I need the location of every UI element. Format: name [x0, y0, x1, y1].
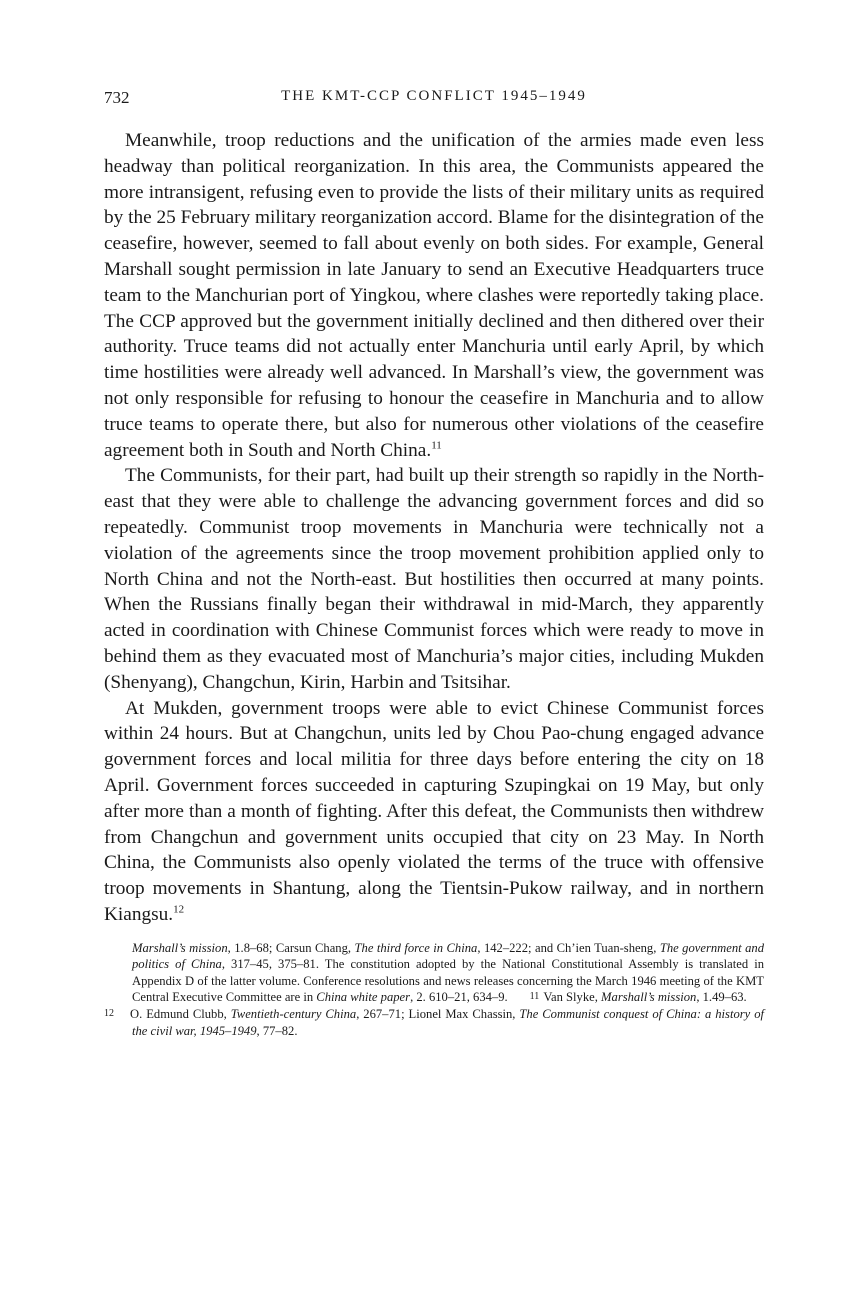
footnote-text: , 142–222; and Ch’ien Tuan-sheng,	[477, 940, 660, 955]
paragraph	[104, 463, 764, 695]
footnote-title: The Communist conquest of China: a history of the civil war, 1945–1949	[132, 1007, 764, 1038]
body-text	[104, 128, 764, 928]
paragraph-text: Meanwhile, troop reductions and the unification of the armies made even less headway than political reorganization. In this area, the Communists appeared the more intransigent, refusing even to provide the lists of their military units as required by the 25 February military reorganization accord. Blame for the disintegration of the ceasefire, however, seemed to fall about evenly on both sides. For example, General Marshall sought permission in late January to send an Executive Headquarters truce team to the Manchurian port of Yingkou, where clashes were reportedly taking place. The CCP approved but the government initially declined and then dithered over their authority. Truce teams did not actually enter Manchuria until early April, by which time hostilities were already well advanced. In Marshall’s view, the government was not only responsible for refusing to honour the ceasefire in Manchuria and to allow truce teams to operate there, but also for numerous other violations of the ceasefire agreement both in South and North China.	[104, 130, 764, 461]
running-title: THE KMT-CCP CONFLICT 1945–1949	[281, 88, 587, 104]
footnote-text: , 77–82.	[256, 1023, 298, 1038]
footnote-title: Marshall’s mission	[132, 940, 228, 955]
book-page	[104, 88, 764, 1039]
footnote-title: Marshall’s mission	[601, 990, 697, 1005]
footnote-title: The third force in China	[354, 940, 478, 955]
footnote	[104, 1006, 764, 1039]
footnote-text: , 267–71; Lionel Max Chassin,	[356, 1007, 520, 1022]
note-reference: 12	[173, 903, 185, 916]
footnote-title: China white paper	[316, 990, 411, 1005]
footnote-text: , 317–45, 375–81. The constitution adopted by the National Constitutional Assembly is translated in Appendix D of the latter volume. Conference resolutions and news releases concerning the March 1946 meeting of the KMT Central Executive Committee are in	[132, 957, 764, 1005]
note-reference: 11	[431, 439, 442, 452]
footnote-text: Van Slyke,	[543, 990, 602, 1005]
footnote-text: , 1.8–68; Carsun Chang,	[227, 940, 355, 955]
page-number: 732	[104, 88, 130, 107]
footnote-title: The government and politics of China	[132, 940, 764, 972]
footnote-text: O. Edmund Clubb,	[130, 1007, 231, 1022]
footnote-title: Twentieth-century China	[230, 1007, 357, 1022]
footnote-text: , 1.49–63.	[696, 990, 747, 1005]
footnote-number: 12	[104, 1008, 114, 1020]
paragraph	[104, 696, 764, 928]
footnote	[132, 940, 764, 1006]
footnote-number: 11	[529, 991, 540, 1003]
paragraph-text: At Mukden, government troops were able to evict Chinese Communist forces within 24 hours. But at Changchun, units led by Chou Pao-chung engaged advance government forces and local militia for three days before entering the city on 18 April. Government forces succeeded in capturing Szupingkai on 19 May, but only after more than a month of fighting. After this defeat, the Communists then withdrew from Changchun and government units occupied that city on 23 May. In North China, the Communists also openly violated the terms of the truce with offensive troop movements in Shantung, along the Tientsin-Pukow railway, and in northern Kiangsu.	[104, 697, 764, 925]
footnote-text: , 2. 610–21, 634–9.	[410, 990, 508, 1005]
paragraph	[104, 128, 764, 463]
footnotes	[104, 940, 764, 1040]
paragraph-text: The Communists, for their part, had built up their strength so rapidly in the North-east that they were able to challenge the advancing government forces and did so repeatedly. Communist troop movements in Manchuria were technically not a violation of the agreements since the troop movement prohibition applied only to North China and not the North-east. But hostilities then occurred at many points. When the Russians finally began their withdrawal in mid-March, they apparently acted in coordination with Chinese Communist forces which were ready to move in behind them as they evacuated most of Manchuria’s major cities, including Mukden (Shenyang), Changchun, Kirin, Harbin and Tsitsihar.	[104, 465, 764, 693]
running-head	[104, 88, 764, 116]
